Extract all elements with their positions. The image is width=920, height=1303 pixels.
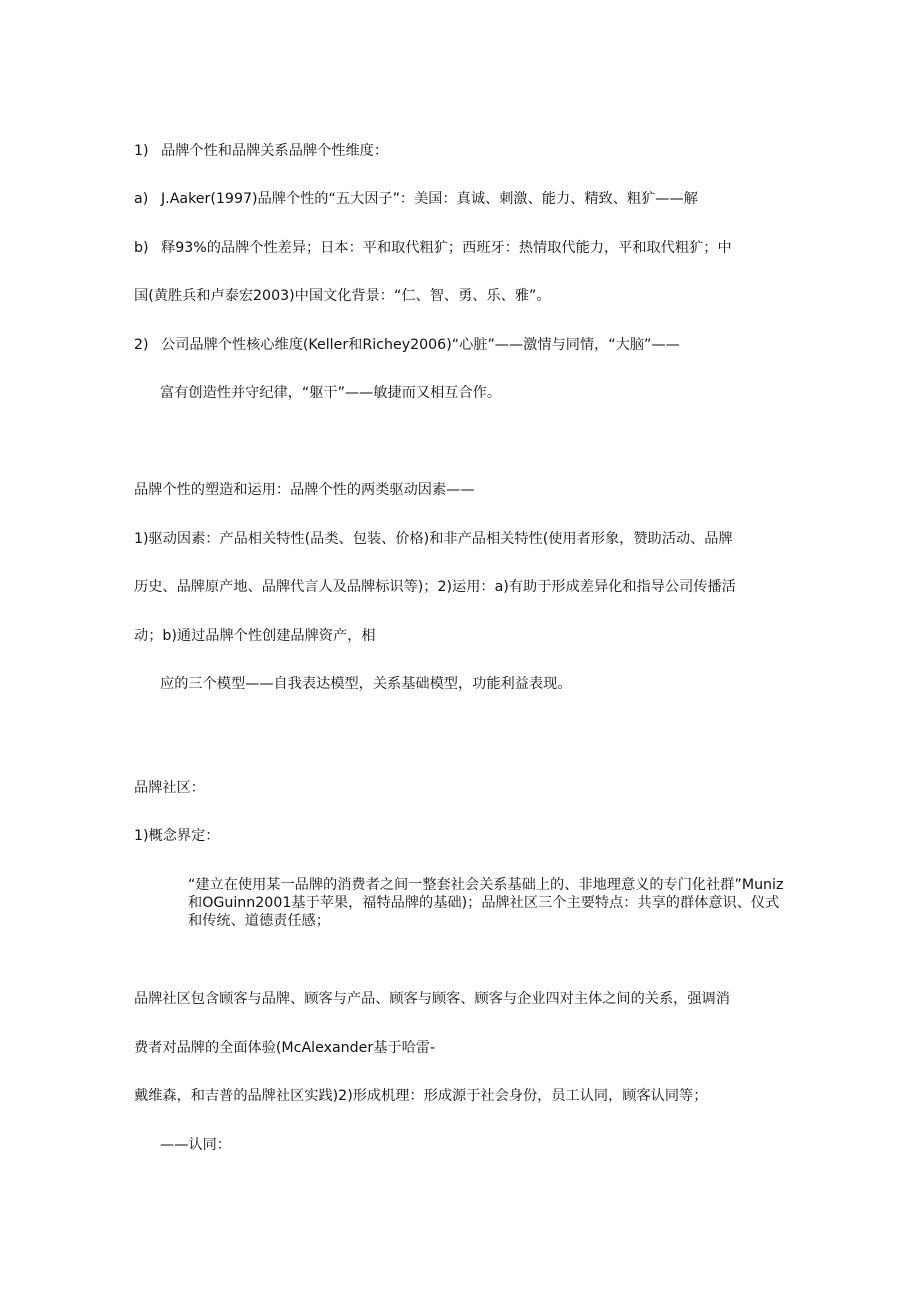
community-line-3: 戴维森，和吉普的品牌社区实践)2)形成机理：形成源于社会身份，员工认同，顾客认同等；	[134, 1088, 708, 1104]
item-1-line	[134, 142, 388, 160]
shaping-line-4: 应的三个模型——自我表达模型，关系基础模型，功能利益表现。	[160, 676, 572, 692]
community-line-2: 费者对品牌的全面体验(McAlexander基于哈雷-	[134, 1040, 436, 1056]
shaping-line-1: 1)驱动因素：产品相关特性(品类、包装、价格)和非产品相关特性(使用者形象，赞助活动、品牌	[134, 531, 733, 547]
item-2-continuation: 富有创造性并守纪律，“躯干”——敏捷而又相互合作。	[160, 385, 502, 401]
item-1-text: 品牌个性和品牌关系品牌个性维度：	[161, 143, 389, 159]
item-a-line	[134, 190, 698, 208]
item-b-text: 释93%的品牌个性差异；日本：平和取代粗犷；西班牙：热情取代能力，平和取代粗犷；中	[161, 240, 732, 256]
item-1-number: 1)	[134, 143, 149, 159]
definition-quote: “建立在使用某一品牌的消费者之间一整套社会关系基础上的、非地理意义的专门化社群”Muniz和OGuinn2001基于苹果，福特品牌的基础)；品牌社区三个主要特点：共享的群体意识、仪式和传统、道德责任感；	[188, 877, 784, 929]
shaping-line-2: 历史、品牌原产地、品牌代言人及品牌标识等)；2)运用：a)有助于形成差异化和指导公司传播活	[134, 579, 736, 595]
item-a-text: J.Aaker(1997)品牌个性的“五大因子”：美国：真诚、刺激、能力、精致、粗犷——解	[161, 191, 698, 207]
community-line-1: 品牌社区包含顾客与品牌、顾客与产品、顾客与顾客、顾客与企业四对主体之间的关系，强调消	[134, 991, 730, 1007]
identity-heading: ——认同：	[160, 1137, 231, 1153]
item-b-line	[134, 239, 732, 257]
item-a-number: a)	[134, 191, 149, 207]
shaping-line-3: 动；b)通过品牌个性创建品牌资产，相	[134, 628, 376, 644]
item-2-text: 公司品牌个性核心维度(Keller和Richey2006)“心脏”——激情与同情，“大脑”——	[161, 337, 680, 353]
community-heading: 品牌社区：	[134, 780, 205, 796]
shaping-heading: 品牌个性的塑造和运用：品牌个性的两类驱动因素——	[134, 482, 475, 498]
item-b-number: b)	[134, 240, 149, 256]
item-2-number: 2)	[134, 337, 149, 353]
item-2-line	[134, 336, 680, 354]
concept-heading: 1)概念界定：	[134, 828, 220, 844]
item-b-continuation: 国(黄胜兵和卢泰宏2003)中国文化背景：“仁、智、勇、乐、雅”。	[134, 288, 551, 304]
